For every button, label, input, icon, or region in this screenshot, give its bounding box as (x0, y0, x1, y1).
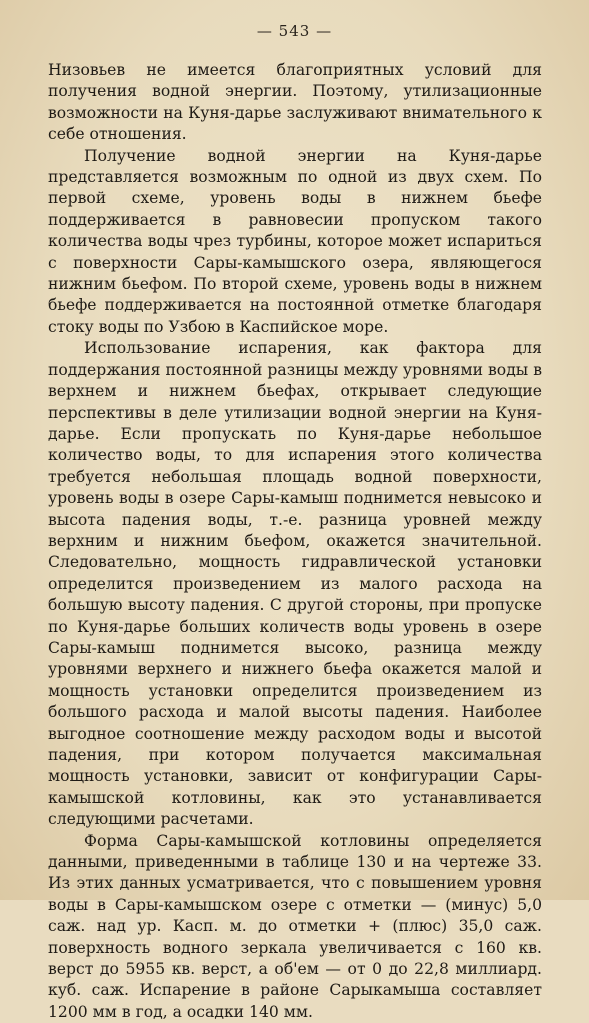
paragraph-4: Форма Сары-камышской котловины определяется данными, приведенными в таблице 130 и на чертеже 33. Из этих данных усматривается, что с повышением уровня воды в Сары-камышском озере с отметки — (минус) 5,0 саж. над ур. Касп. м. до отметки + (плюс) 35,0 саж. поверхность водного зеркала увеличивается с 160 кв. верст до 5955 кв. верст, а об'ем — от 0 до 22,8 миллиард. куб. саж. Испарение в районе Сарыкамыша составляет 1200 мм в год, а осадки 140 мм. (48, 831, 542, 1021)
paragraph-1: Низовьев не имеется благоприятных условий для получения водной энергии. Поэтому, утилизационные возможности на Куня-дарье заслуживают внимательного к себе отношения. (48, 61, 542, 144)
body-text (48, 60, 542, 1023)
paragraph-3: Использование испарения, как фактора для поддержания постоянной разницы между уровнями воды в верхнем и нижнем бьефах, открывает следующие перспективы в деле утилизации водной энергии на Куня-дарье. Если пропускать по Куня-дарье небольшое количество воды, то для испарения этого количества требуется небольшая площадь водной поверхности, уровень воды в озере Сары-камыш поднимется невысоко и высота падения воды, т.-е. разница уровней между верхним и нижним бьефом, окажется значительной. Следовательно, мощность гидравлической установки определится произведением из малого расхода на большую высоту падения. С другой стороны, при пропуске по Куня-дарье больших количеств воды уровень в озере Сары-камыш поднимется высоко, разница между уровнями верхнего и нижнего бьефа окажется малой и мощность установки определится произведением из большого расхода и малой высоты падения. Наиболее выгодное соотношение между расходом воды и высотой падения, при котором получается максимальная мощность установки, зависит от конфигурации Сары-камышской котловины, как это устанавливается следующими расчетами. (48, 339, 542, 829)
paragraph-2: Получение водной энергии на Куня-дарье представляется возможным по одной из двух схем. По первой схеме, уровень воды в нижнем бьефе поддерживается в равновесии пропуском такого количества воды чрез турбины, которое может испариться с поверхности Сары-камышского озера, являющегося нижним бьефом. По второй схеме, уровень воды в нижнем бьефе поддерживается на постоянной отметке благодаря стоку воды по Узбою в Каспийское море. (48, 146, 542, 336)
page-number: — 543 — (256, 22, 333, 40)
